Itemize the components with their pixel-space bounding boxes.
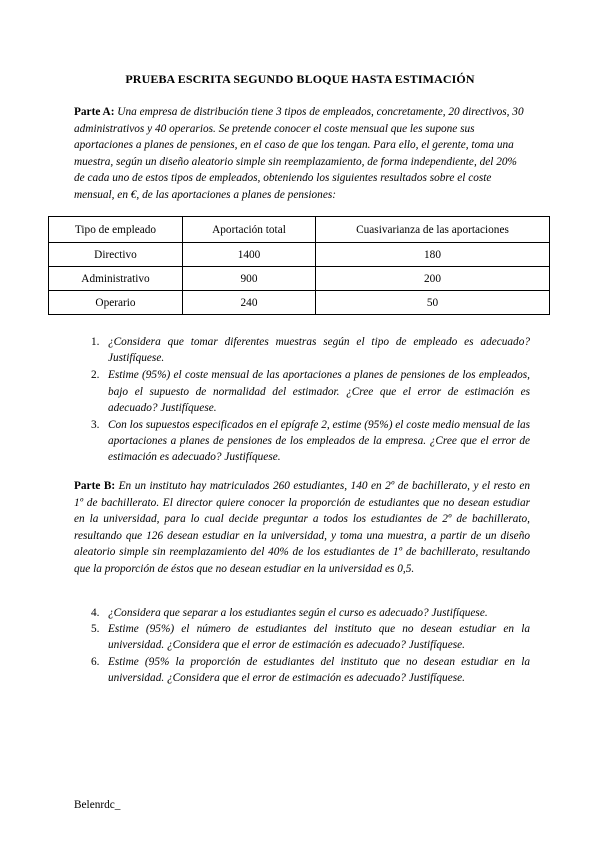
question-number: 6. bbox=[91, 655, 100, 668]
table-row bbox=[49, 243, 550, 267]
table-cell: 50 bbox=[316, 291, 550, 315]
table-cell: 200 bbox=[316, 267, 550, 291]
part-a-label: Parte A: bbox=[74, 106, 115, 118]
part-a-text: Una empresa de distribución tiene 3 tipos de empleados, concretamente, 20 directivos, 30 administrativos y 40 operarios. Se pretende conocer el coste mensual que les supone sus aportaciones a planes de pensiones, en el caso de que los tengan. Para ello, el gerente, toma una muestra, según un diseño aleatorio simple sin reemplazamiento, de forma independiente, del 20% de cada uno de estos tipos de empleados, obteniendo los siguientes resultados sobre el coste mensual, en €, de las aportaciones a planes de pensiones: bbox=[74, 106, 524, 201]
list-item bbox=[92, 621, 530, 653]
table-cell: Operario bbox=[49, 291, 183, 315]
list-item bbox=[92, 367, 530, 416]
question-number: 2. bbox=[91, 369, 100, 382]
contributions-table bbox=[48, 216, 550, 315]
table-header-cell: Aportación total bbox=[183, 217, 316, 243]
list-item bbox=[92, 654, 530, 686]
page-title: PRUEBA ESCRITA SEGUNDO BLOQUE HASTA ESTIMACIÓN bbox=[125, 72, 475, 86]
question-number: 1. bbox=[91, 336, 100, 348]
question-text: Estime (95%) el número de estudiantes del instituto que no desean estudiar en la universidad. ¿Considera que el error de estimación es adecuado? Justifíquese. bbox=[108, 623, 530, 652]
table-cell: 1400 bbox=[183, 243, 316, 267]
table-header-row bbox=[49, 217, 550, 243]
footer-signature: Belenrdc_ bbox=[74, 799, 121, 811]
part-b-label: Parte B: bbox=[74, 480, 116, 492]
table-cell: 240 bbox=[183, 291, 316, 315]
questions-part-b bbox=[92, 605, 530, 686]
table-row bbox=[49, 267, 550, 291]
question-text: Con los supuestos especificados en el epígrafe 2, estime (95%) el coste medio mensual de las aportaciones a planes de pensiones de los empleados de la empresa. ¿Cree que el error de estimación es adecuado? Justifíquese. bbox=[108, 419, 530, 464]
question-number: 3. bbox=[91, 419, 100, 432]
table-cell: Administrativo bbox=[49, 267, 183, 291]
question-text: Estime (95% la proporción de estudiantes del instituto que no desean estudiar en la universidad. ¿Considera que el error de estimación es adecuado? Justifíquese. bbox=[108, 655, 530, 684]
list-item bbox=[92, 605, 530, 621]
table-cell: 180 bbox=[316, 243, 550, 267]
question-number: 4. bbox=[91, 607, 100, 619]
question-text: ¿Considera que separar a los estudiantes según el curso es adecuado? Justifíquese. bbox=[108, 607, 488, 619]
part-b-paragraph bbox=[74, 478, 530, 578]
questions-part-a bbox=[92, 334, 530, 467]
table-row bbox=[49, 291, 550, 315]
table-header-cell: Tipo de empleado bbox=[49, 217, 183, 243]
question-text: ¿Considera que tomar diferentes muestras según el tipo de empleado es adecuado? Justifíquese. bbox=[108, 336, 530, 365]
table-header-cell: Cuasivarianza de las aportaciones bbox=[316, 217, 550, 243]
table-cell: Directivo bbox=[49, 243, 183, 267]
part-b-text: En un instituto hay matriculados 260 estudiantes, 140 en 2º de bachillerato, y el resto en 1º de bachillerato. El director quiere conocer la proporción de estudiantes que no desean estudiar en la universidad, para lo cual decide preguntar a todos los estudiantes de 2º de bachillerato, resultando que 126 desean estudiar en la universidad, y toma una muestra, a partir de un diseño aleatorio simple sin reemplazamiento del 40% de los estudiantes de 1º de bachillerato, resultando que la proporción de éstos que no desean estudiar en la universidad es 0,5. bbox=[74, 480, 530, 575]
question-text: Estime (95%) el coste mensual de las aportaciones a planes de pensiones de los empleados, bajo el supuesto de normalidad del estimador. ¿Cree que el error de estimación es adecuado? Justifíquese. bbox=[108, 369, 530, 414]
table-cell: 900 bbox=[183, 267, 316, 291]
list-item bbox=[92, 417, 530, 466]
question-number: 5. bbox=[91, 623, 100, 636]
part-a-paragraph bbox=[74, 104, 530, 204]
list-item bbox=[92, 334, 530, 366]
